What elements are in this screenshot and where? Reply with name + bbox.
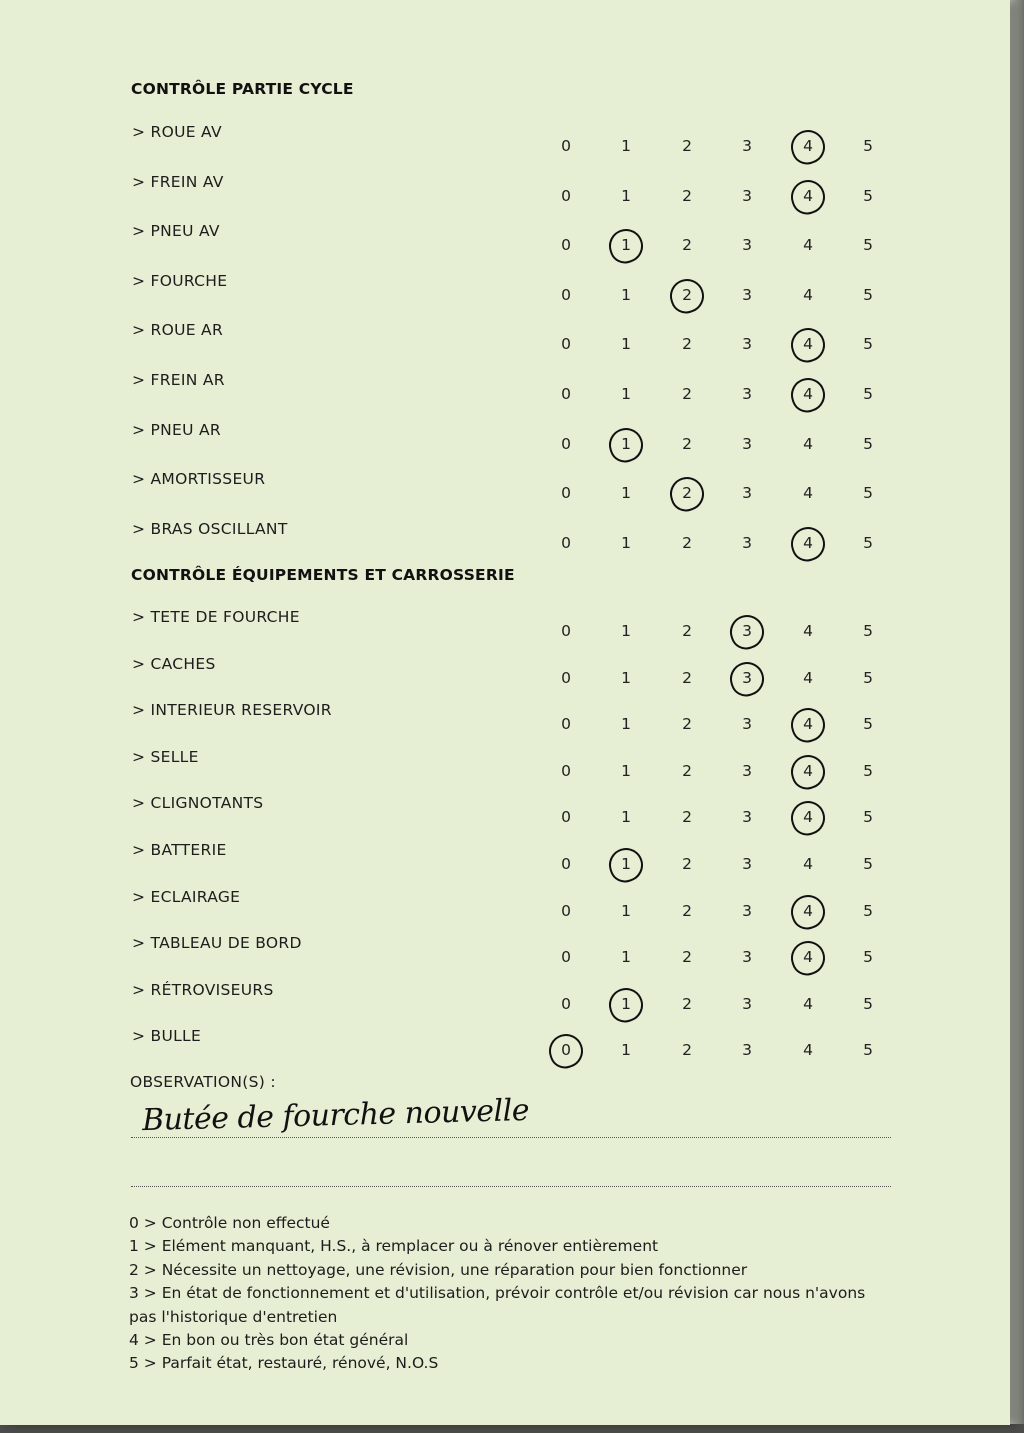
score-option-5: 5 [863,137,873,155]
score-option-5: 5 [863,715,873,734]
score-option-3: 3 [742,285,752,304]
rating-row-label: > CLIGNOTANTS [132,794,264,813]
rating-row-label: > TABLEAU DE BORD [132,934,302,953]
rating-row [0,272,1010,312]
score-option-4: 4 [796,808,820,826]
section-title-cycle: CONTRÔLE PARTIE CYCLE [131,80,354,98]
score-option-4: 4 [803,236,813,255]
score-option-4: 4 [803,1041,813,1060]
score-option-5: 5 [863,948,873,967]
score-option-1: 1 [614,435,638,453]
score-option-3: 3 [742,901,752,920]
rating-row [0,321,1010,361]
selected-score-circle [787,750,830,793]
rating-row-label: > BULLE [132,1027,202,1046]
score-option-0: 0 [561,533,571,552]
score-option-3: 3 [735,622,759,640]
score-option-3: 3 [742,761,752,780]
score-option-0: 0 [554,1041,578,1059]
score-option-0: 0 [561,335,571,354]
score-option-4: 4 [803,994,813,1013]
score-option-5: 5 [863,901,873,920]
rating-row-label: > ROUE AV [132,123,222,141]
score-option-4: 4 [796,534,820,552]
rating-row-label: > TETE DE FOURCHE [132,608,300,626]
score-option-2: 2 [682,1041,692,1060]
rating-row-label: > AMORTISSEUR [132,470,266,489]
score-option-0: 0 [561,994,571,1013]
score-option-0: 0 [561,137,571,155]
rating-row-label: > RÉTROVISEURS [132,980,274,999]
score-option-1: 1 [621,622,631,640]
rating-row-label: > CACHES [132,654,216,673]
rating-row-label: > BATTERIE [132,841,227,859]
score-option-5: 5 [863,434,873,453]
score-option-1: 1 [621,335,631,354]
score-option-4: 4 [803,484,813,503]
score-option-5: 5 [863,385,873,403]
selected-score-circle [787,324,830,367]
selected-score-circle [787,937,830,980]
score-option-2: 2 [682,715,692,734]
score-option-5: 5 [863,1041,873,1060]
rating-row [0,470,1010,510]
rating-row [0,123,1010,163]
score-option-1: 1 [621,285,631,304]
scan-right-edge [1008,0,1024,1433]
selected-score-circle [787,890,830,933]
score-option-2: 2 [682,668,692,687]
observations-handwritten: Butée de fourche nouvelle [141,1092,530,1139]
score-option-2: 2 [682,622,692,640]
score-option-4: 4 [796,902,820,920]
score-option-3: 3 [742,948,752,967]
score-option-4: 4 [796,335,820,353]
score-option-0: 0 [561,385,571,403]
score-option-4: 4 [796,948,820,966]
rating-row-label: > FREIN AV [132,172,224,191]
score-option-3: 3 [742,434,752,453]
score-option-3: 3 [742,533,752,552]
rating-row [0,520,1010,560]
score-option-4: 4 [803,434,813,453]
score-option-4: 4 [796,187,820,205]
score-option-2: 2 [682,994,692,1013]
rating-row [0,748,1010,788]
score-option-1: 1 [621,901,631,920]
rating-row [0,888,1010,928]
score-option-5: 5 [863,994,873,1013]
rating-row-label: > BRAS OSCILLANT [132,519,288,538]
score-option-5: 5 [863,855,873,873]
score-option-1: 1 [621,761,631,780]
score-option-0: 0 [561,285,571,304]
score-option-2: 2 [682,808,692,827]
observations-line-1 [131,1137,891,1138]
score-option-0: 0 [561,622,571,640]
selected-score-circle [726,657,769,700]
rating-row [0,173,1010,213]
score-option-3: 3 [742,236,752,255]
rating-row [0,701,1010,741]
score-option-5: 5 [863,761,873,780]
score-option-5: 5 [863,236,873,255]
score-option-1: 1 [614,995,638,1013]
score-option-1: 1 [621,715,631,734]
rating-row-label: > ECLAIRAGE [132,887,241,906]
legend-item: 1 > Elément manquant, H.S., à remplacer ou à rénover entièrement [129,1237,659,1256]
score-option-2: 2 [682,948,692,967]
score-option-3: 3 [742,1041,752,1060]
selected-score-circle [605,225,648,268]
score-option-4: 4 [796,762,820,780]
score-option-0: 0 [561,808,571,827]
score-option-1: 1 [614,236,638,254]
score-option-5: 5 [863,335,873,354]
rating-row-label: > SELLE [132,747,199,766]
legend-item: 4 > En bon ou très bon état général [129,1331,409,1350]
score-option-3: 3 [742,335,752,354]
rating-row [0,934,1010,974]
score-option-1: 1 [621,948,631,967]
score-option-2: 2 [682,385,692,403]
selected-score-circle [666,473,709,516]
score-option-2: 2 [682,137,692,155]
score-option-0: 0 [561,715,571,734]
legend-item: 2 > Nécessite un nettoyage, une révision, une réparation pour bien fonctionner [129,1260,748,1279]
score-option-2: 2 [675,484,699,502]
score-option-2: 2 [682,855,692,873]
score-option-3: 3 [742,484,752,503]
score-option-0: 0 [561,948,571,967]
score-option-3: 3 [742,994,752,1013]
score-option-0: 0 [561,236,571,255]
score-option-2: 2 [682,236,692,255]
rating-row [0,608,1010,648]
rating-row-label: > FOURCHE [132,271,228,290]
rating-row-label: > FREIN AR [132,371,225,389]
score-option-4: 4 [796,715,820,733]
legend-item: 5 > Parfait état, restauré, rénové, N.O.S [129,1354,439,1373]
score-option-3: 3 [742,715,752,734]
score-option-1: 1 [621,484,631,503]
score-option-1: 1 [621,186,631,205]
rating-row [0,1027,1010,1067]
rating-row [0,655,1010,695]
selected-score-circle [787,797,830,840]
score-option-5: 5 [863,484,873,503]
legend [129,1212,889,1376]
selected-score-circle [666,274,709,317]
score-option-0: 0 [561,761,571,780]
score-option-5: 5 [863,808,873,827]
legend-item: 0 > Contrôle non effectué [129,1214,330,1232]
rating-row [0,794,1010,834]
observations-label: OBSERVATION(S) : [130,1073,276,1091]
section-title-equipment: CONTRÔLE ÉQUIPEMENTS ET CARROSSERIE [131,566,515,584]
selected-score-circle [545,1030,588,1073]
score-option-2: 2 [682,761,692,780]
score-option-0: 0 [561,668,571,687]
selected-score-circle [605,983,648,1026]
selected-score-circle [605,423,648,466]
rating-row [0,371,1010,411]
score-option-5: 5 [863,186,873,205]
score-option-1: 1 [621,668,631,687]
score-option-3: 3 [742,137,752,155]
score-option-0: 0 [561,484,571,503]
rating-row [0,841,1010,881]
score-option-1: 1 [614,855,638,873]
score-option-2: 2 [682,186,692,205]
rating-row [0,421,1010,461]
score-option-3: 3 [742,855,752,873]
selected-score-circle [605,844,648,887]
score-option-2: 2 [682,434,692,453]
score-option-4: 4 [803,622,813,640]
selected-score-circle [787,704,830,747]
rating-row-label: > PNEU AV [132,222,220,241]
score-option-1: 1 [621,137,631,155]
score-option-3: 3 [742,385,752,403]
score-option-4: 4 [803,285,813,304]
score-option-0: 0 [561,186,571,205]
score-option-5: 5 [863,668,873,687]
score-option-4: 4 [796,385,820,403]
rating-row-label: > INTERIEUR RESERVOIR [132,701,332,720]
score-option-2: 2 [675,286,699,304]
selected-score-circle [787,374,830,417]
score-option-5: 5 [863,533,873,552]
score-option-1: 1 [621,533,631,552]
score-option-0: 0 [561,855,571,873]
scan-bottom-edge [0,1424,1024,1433]
score-option-5: 5 [863,285,873,304]
rating-row [0,981,1010,1021]
score-option-3: 3 [742,186,752,205]
score-option-2: 2 [682,533,692,552]
score-option-2: 2 [682,335,692,354]
legend-item: 3 > En état de fonctionnement et d'utilisation, prévoir contrôle et/ou révision car nous n'avons pas l'historique d'entretien [129,1284,871,1326]
rating-row [0,222,1010,262]
score-option-4: 4 [803,855,813,873]
observations-line-2 [131,1186,891,1187]
score-option-0: 0 [561,901,571,920]
score-option-1: 1 [621,385,631,403]
score-option-3: 3 [735,669,759,687]
selected-score-circle [787,126,830,169]
score-option-4: 4 [803,668,813,687]
score-option-1: 1 [621,1041,631,1060]
rating-row-label: > ROUE AR [132,321,224,340]
selected-score-circle [787,175,830,218]
selected-score-circle [787,522,830,565]
score-option-3: 3 [742,808,752,827]
score-option-0: 0 [561,434,571,453]
score-option-1: 1 [621,808,631,827]
score-option-5: 5 [863,622,873,640]
score-option-4: 4 [796,137,820,155]
score-option-2: 2 [682,901,692,920]
selected-score-circle [726,611,769,654]
rating-row-label: > PNEU AR [132,420,221,439]
